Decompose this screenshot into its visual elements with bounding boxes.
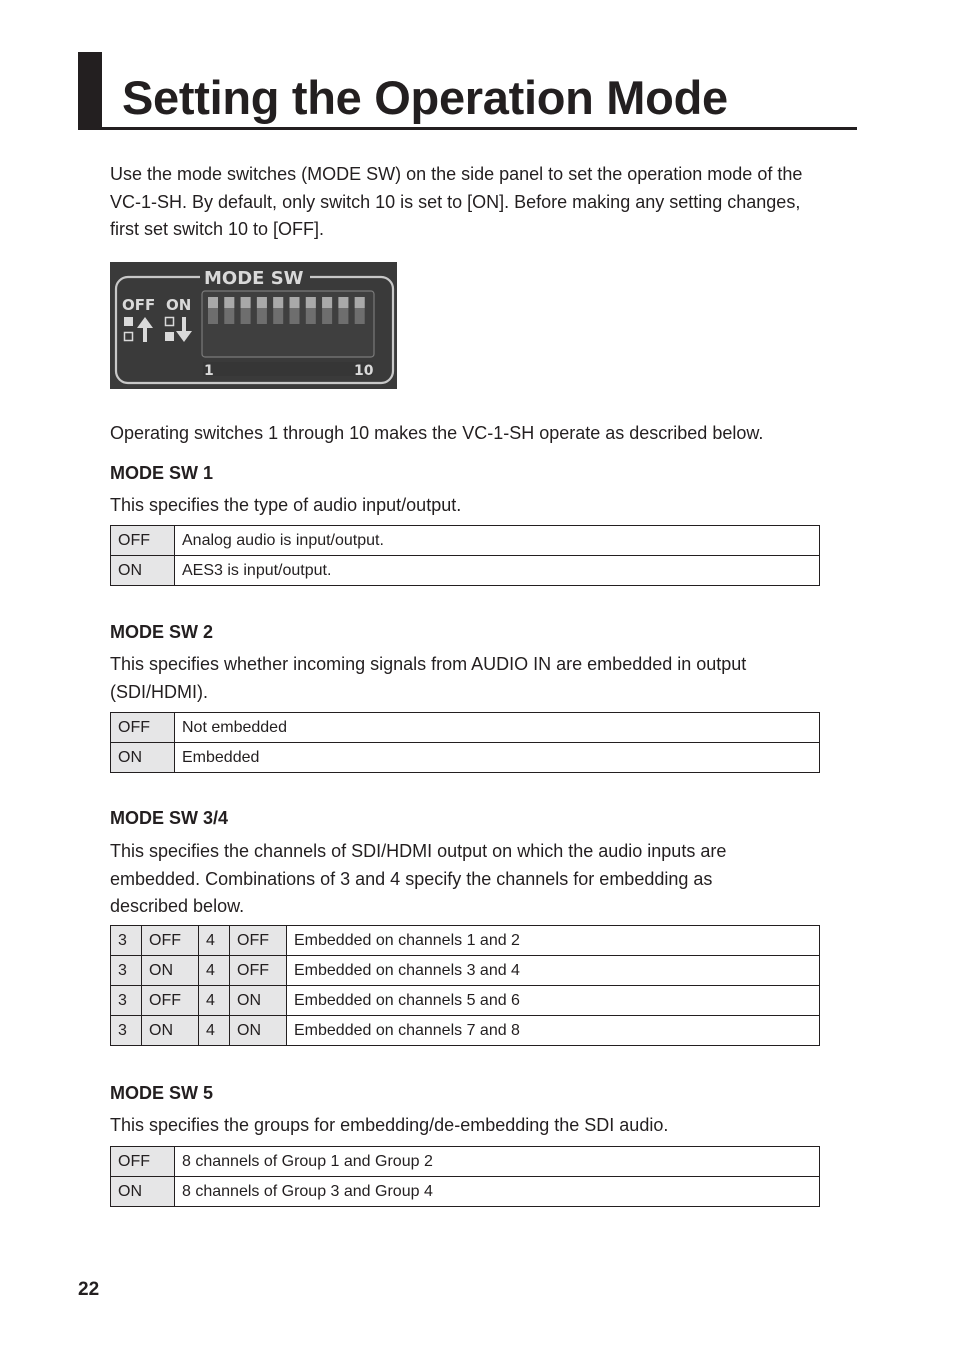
switch-number-cell: 3 xyxy=(111,956,142,986)
table-row xyxy=(111,956,820,986)
switch-number-cell: 4 xyxy=(199,926,230,956)
switch-number-cell: 3 xyxy=(111,986,142,1016)
off-label: OFF xyxy=(122,296,156,314)
state-cell: ON xyxy=(111,743,175,773)
description-cell: Not embedded xyxy=(175,713,820,743)
on-label: ON xyxy=(166,296,192,314)
section-description-sw34: This specifies the channels of SDI/HDMI output on which the audio inputs are embedded. Combinations of 3 and 4 specify the channels for embedding as described below. xyxy=(110,841,727,916)
state-cell: OFF xyxy=(111,1147,175,1177)
dip-switch-lever xyxy=(290,297,300,308)
table-row xyxy=(111,1147,820,1177)
dip-switch-lever xyxy=(257,297,267,308)
dip-switch-lever xyxy=(241,297,251,308)
description-cell: Analog audio is input/output. xyxy=(175,526,820,556)
mode-switch-diagram xyxy=(110,262,397,389)
section-heading-sw1: MODE SW 1 xyxy=(110,463,214,483)
state-cell: OFF xyxy=(111,526,175,556)
state-cell: OFF xyxy=(230,926,287,956)
dip-switch-lever xyxy=(224,297,234,308)
state-cell: ON xyxy=(142,1016,199,1046)
table-row xyxy=(111,1016,820,1046)
table-sw5 xyxy=(110,1146,820,1207)
table-row xyxy=(111,556,820,586)
description-cell: 8 channels of Group 3 and Group 4 xyxy=(175,1177,820,1207)
state-cell: ON xyxy=(111,556,175,586)
description-cell: 8 channels of Group 1 and Group 2 xyxy=(175,1147,820,1177)
switch-number-cell: 3 xyxy=(111,926,142,956)
description-cell: AES3 is input/output. xyxy=(175,556,820,586)
description-cell: Embedded on channels 7 and 8 xyxy=(287,1016,820,1046)
mode-sw-label: MODE SW xyxy=(204,268,304,289)
state-cell: OFF xyxy=(230,956,287,986)
page-title: Setting the Operation Mode xyxy=(122,71,728,124)
table-row xyxy=(111,743,820,773)
switch-number-cell: 4 xyxy=(199,956,230,986)
switch-number-cell: 4 xyxy=(199,986,230,1016)
state-cell: ON xyxy=(111,1177,175,1207)
description-cell: Embedded on channels 5 and 6 xyxy=(287,986,820,1016)
state-cell: OFF xyxy=(111,713,175,743)
dip-switch-lever xyxy=(306,297,316,308)
table-row xyxy=(111,986,820,1016)
table-sw2 xyxy=(110,712,820,773)
switch-number-cell: 3 xyxy=(111,1016,142,1046)
description-cell: Embedded on channels 1 and 2 xyxy=(287,926,820,956)
table-sw1 xyxy=(110,525,820,586)
switch-1-label: 1 xyxy=(204,363,214,379)
lead-paragraph: Operating switches 1 through 10 makes the VC-1-SH operate as described below. xyxy=(110,423,764,443)
section-description-sw5: This specifies the groups for embedding/de-embedding the SDI audio. xyxy=(110,1115,669,1135)
dip-switch-lever xyxy=(273,297,283,308)
dip-switch-lever xyxy=(208,297,218,308)
state-cell: ON xyxy=(230,1016,287,1046)
description-cell: Embedded xyxy=(175,743,820,773)
title-accent-bar xyxy=(78,52,102,129)
table-row xyxy=(111,926,820,956)
table-sw34 xyxy=(110,925,820,1046)
dip-switch-lever xyxy=(338,297,348,308)
dip-switch-lever xyxy=(355,297,365,308)
state-cell: ON xyxy=(230,986,287,1016)
section-heading-sw5: MODE SW 5 xyxy=(110,1083,214,1103)
section-heading-sw34: MODE SW 3/4 xyxy=(110,808,229,828)
switch-10-label: 10 xyxy=(354,363,374,379)
intro-paragraph: Use the mode switches (MODE SW) on the side panel to set the operation mode of the VC-1-SH. By default, only switch 10 is set to [ON]. Before making any setting changes, first set switch 10 to [OFF]. xyxy=(110,164,803,239)
title-rule xyxy=(78,127,857,130)
page-number: 22 xyxy=(78,1279,100,1300)
dip-switch-lever xyxy=(322,297,332,308)
table-row xyxy=(111,526,820,556)
state-cell: ON xyxy=(142,956,199,986)
section-description-sw2: This specifies whether incoming signals from AUDIO IN are embedded in output (SDI/HDMI). xyxy=(110,654,747,702)
switch-number-cell: 4 xyxy=(199,1016,230,1046)
table-row xyxy=(111,1177,820,1207)
description-cell: Embedded on channels 3 and 4 xyxy=(287,956,820,986)
state-cell: OFF xyxy=(142,926,199,956)
section-heading-sw2: MODE SW 2 xyxy=(110,622,214,642)
table-row xyxy=(111,713,820,743)
state-cell: OFF xyxy=(142,986,199,1016)
section-description-sw1: This specifies the type of audio input/output. xyxy=(110,495,462,515)
